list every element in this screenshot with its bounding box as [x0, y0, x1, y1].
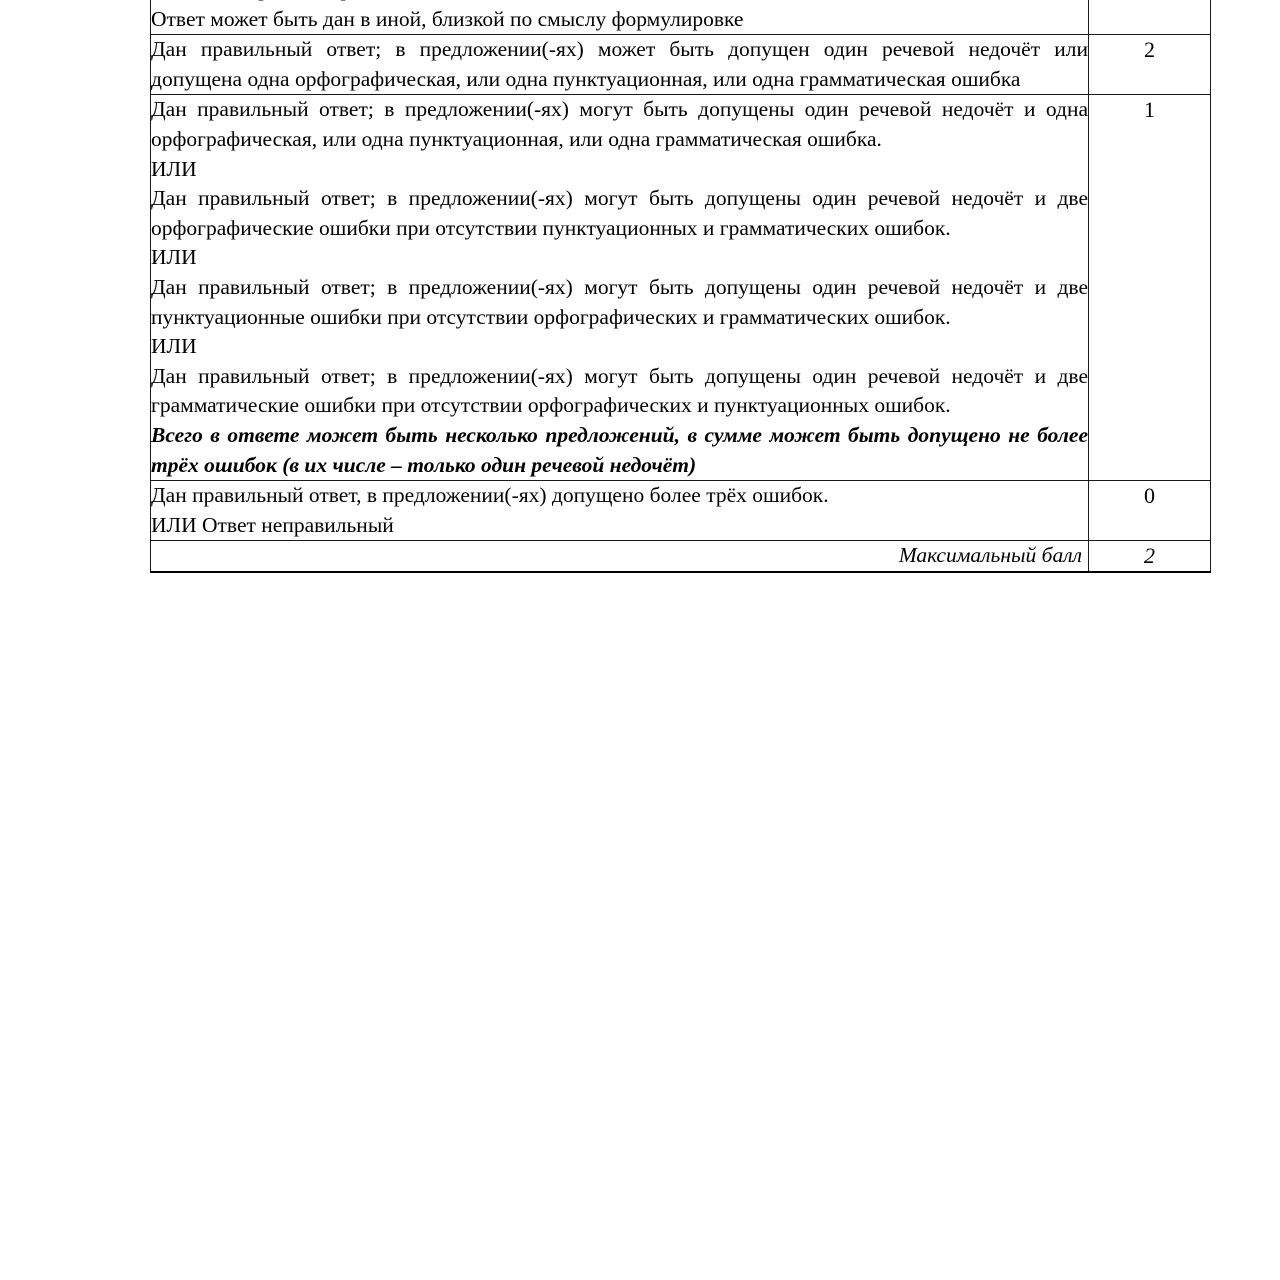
criterion-cell-continued	[151, 0, 1089, 35]
table-row	[151, 35, 1211, 95]
max-score-value: 2	[1089, 541, 1211, 572]
max-score-label: Максимальный балл	[898, 543, 1082, 568]
criterion-line: Дан правильный ответ, в предложении(-ях) допущено более трёх ошибок.	[151, 483, 829, 508]
table-row	[151, 481, 1211, 541]
criterion-note-emphasis: Всего в ответе может быть несколько предложений, в сумме может быть допущено не более трёх ошибок (в их числе – только один речевой недочёт)	[151, 422, 1088, 477]
criterion-line: Дан правильный ответ; в предложении(-ях) может быть допущен один речевой недочёт или допущена одна орфографическая, или одна пунктуационная, или одна грамматическая ошибка	[151, 37, 1088, 91]
criterion-cell-score-2	[151, 35, 1089, 95]
max-score-label-cell	[151, 541, 1089, 572]
criterion-line: Ответ может быть дан в иной, близкой по смыслу формулировке	[151, 6, 744, 31]
criterion-cell-score-0	[151, 481, 1089, 541]
score-cell-1: 1	[1089, 95, 1211, 481]
criterion-or-separator: ИЛИ	[151, 156, 197, 181]
criterion-line: Дан правильный ответ; в предложении(-ях) могут быть допущены один речевой недочёт и две пунктуационные ошибки при отсутствии орфографических и грамматических ошибок.	[151, 274, 1088, 329]
criterion-or-separator: ИЛИ	[151, 334, 197, 359]
grading-rubric-table	[150, 0, 1211, 573]
score-cell-2: 2	[1089, 35, 1211, 95]
table-row	[151, 0, 1211, 35]
criterion-line: Дан правильный ответ; в предложении(-ях) могут быть допущены один речевой недочёт и две грамматические ошибки при отсутствии орфографических и пунктуационных ошибок.	[151, 363, 1088, 418]
criterion-cell-score-1	[151, 95, 1089, 481]
criterion-or-separator: ИЛИ	[151, 245, 197, 270]
criterion-line: Дан правильный ответ; в предложении(-ях) могут быть допущены один речевой недочёт и две орфографические ошибки при отсутствии пунктуационных и грамматических ошибок.	[151, 186, 1088, 240]
table-row-max-score	[151, 541, 1211, 572]
criterion-line: ИЛИ Ответ неправильный	[151, 512, 394, 537]
score-cell-0: 0	[1089, 481, 1211, 541]
table-row	[151, 95, 1211, 481]
criterion-line: Дан правильный ответ; в предложении(-ях) могут быть допущены один речевой недочёт и одна орфографическая, или одна пунктуационная, или одна грамматическая ошибка.	[151, 97, 1088, 151]
score-cell-empty	[1089, 0, 1211, 35]
